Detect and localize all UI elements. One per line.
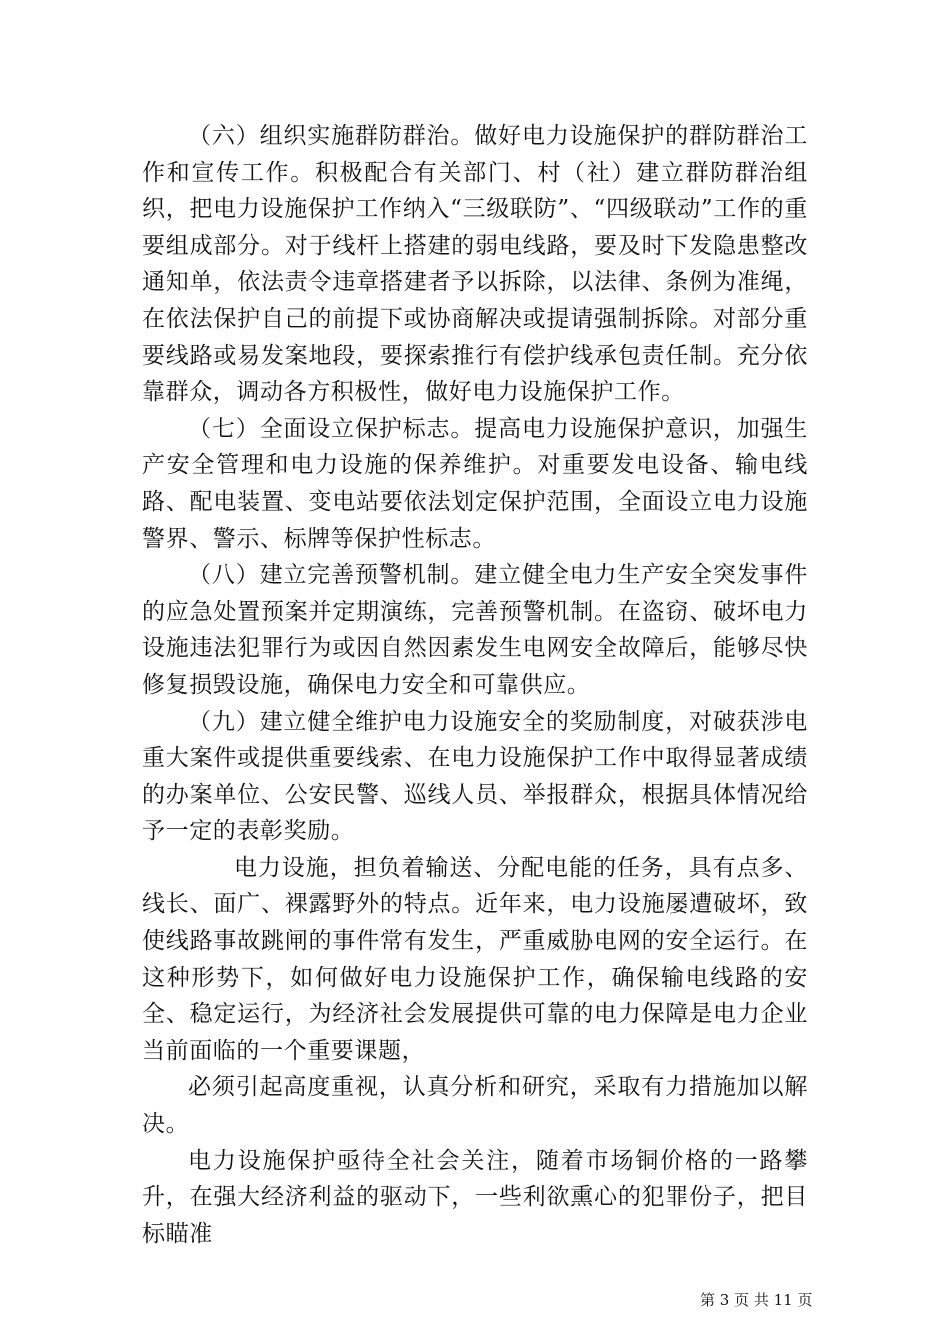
paragraph-6-mass-prevention: （六）组织实施群防群治。做好电力设施保护的群防群治工作和宣传工作。积极配合有关部门、村（社）建立群防群治组织，把电力设施保护工作纳入“三级联防”、“四级联动”工作的重要组成部分。对于线杆上搭建的弱电线路，要及时下发隐患整改通知单，依法责令违章搭建者予以拆除，以法律、条例为准绳，在依法保护自己的前提下或协商解决或提请强制拆除。对部分重要线路或易发案地段，要探索推行有偿护线承包责任制。充分依靠群众，调动各方积极性，做好电力设施保护工作。 <box>142 123 808 406</box>
paragraph-8-early-warning: （八）建立完善预警机制。建立健全电力生产安全突发事件的应急处置预案并定期演练，完善预警机制。在盗窃、破坏电力设施违法犯罪行为或因自然因素发生电网安全故障后，能够尽快修复损毁设施，确保电力安全和可靠供应。 <box>142 562 808 698</box>
paragraph-9-reward-system: （九）建立健全维护电力设施安全的奖励制度，对破获涉电重大案件或提供重要线索、在电力设施保护工作中取得显著成绩的办案单位、公安民警、巡线人员、举报群众，根据具体情况给予一定的表彰奖励。 <box>142 708 808 845</box>
paragraph-must-attention: 必须引起高度重视，认真分析和研究，采取有力措施加以解决。 <box>142 1074 808 1138</box>
paragraph-power-facilities-intro: 电力设施，担负着输送、分配电能的任务，具有点多、线长、面广、裸露野外的特点。近年来，电力设施屡遭破坏，致使线路事故跳闸的事件常有发生，严重威胁电网的安全运行。在这种形势下，如何做好电力设施保护工作，确保输电线路的安全、稳定运行，为经济社会发展提供可靠的电力保障是电力企业当前面临的一个重要课题， <box>142 854 808 1064</box>
page-number: 第 3 页 共 11 页 <box>700 1291 813 1309</box>
paragraph-7-protection-signs: （七）全面设立保护标志。提高电力设施保护意识，加强生产安全管理和电力设施的保养维护。对重要发电设备、输电线路、配电装置、变电站要依法划定保护范围，全面设立电力设施警界、警示、标牌等保护性标志。 <box>142 415 808 552</box>
document-body <box>142 118 808 1252</box>
paragraph-society-attention: 电力设施保护亟待全社会关注，随着市场铜价格的一路攀升，在强大经济利益的驱动下，一些利欲熏心的犯罪份子，把目标瞄准 <box>142 1147 808 1247</box>
